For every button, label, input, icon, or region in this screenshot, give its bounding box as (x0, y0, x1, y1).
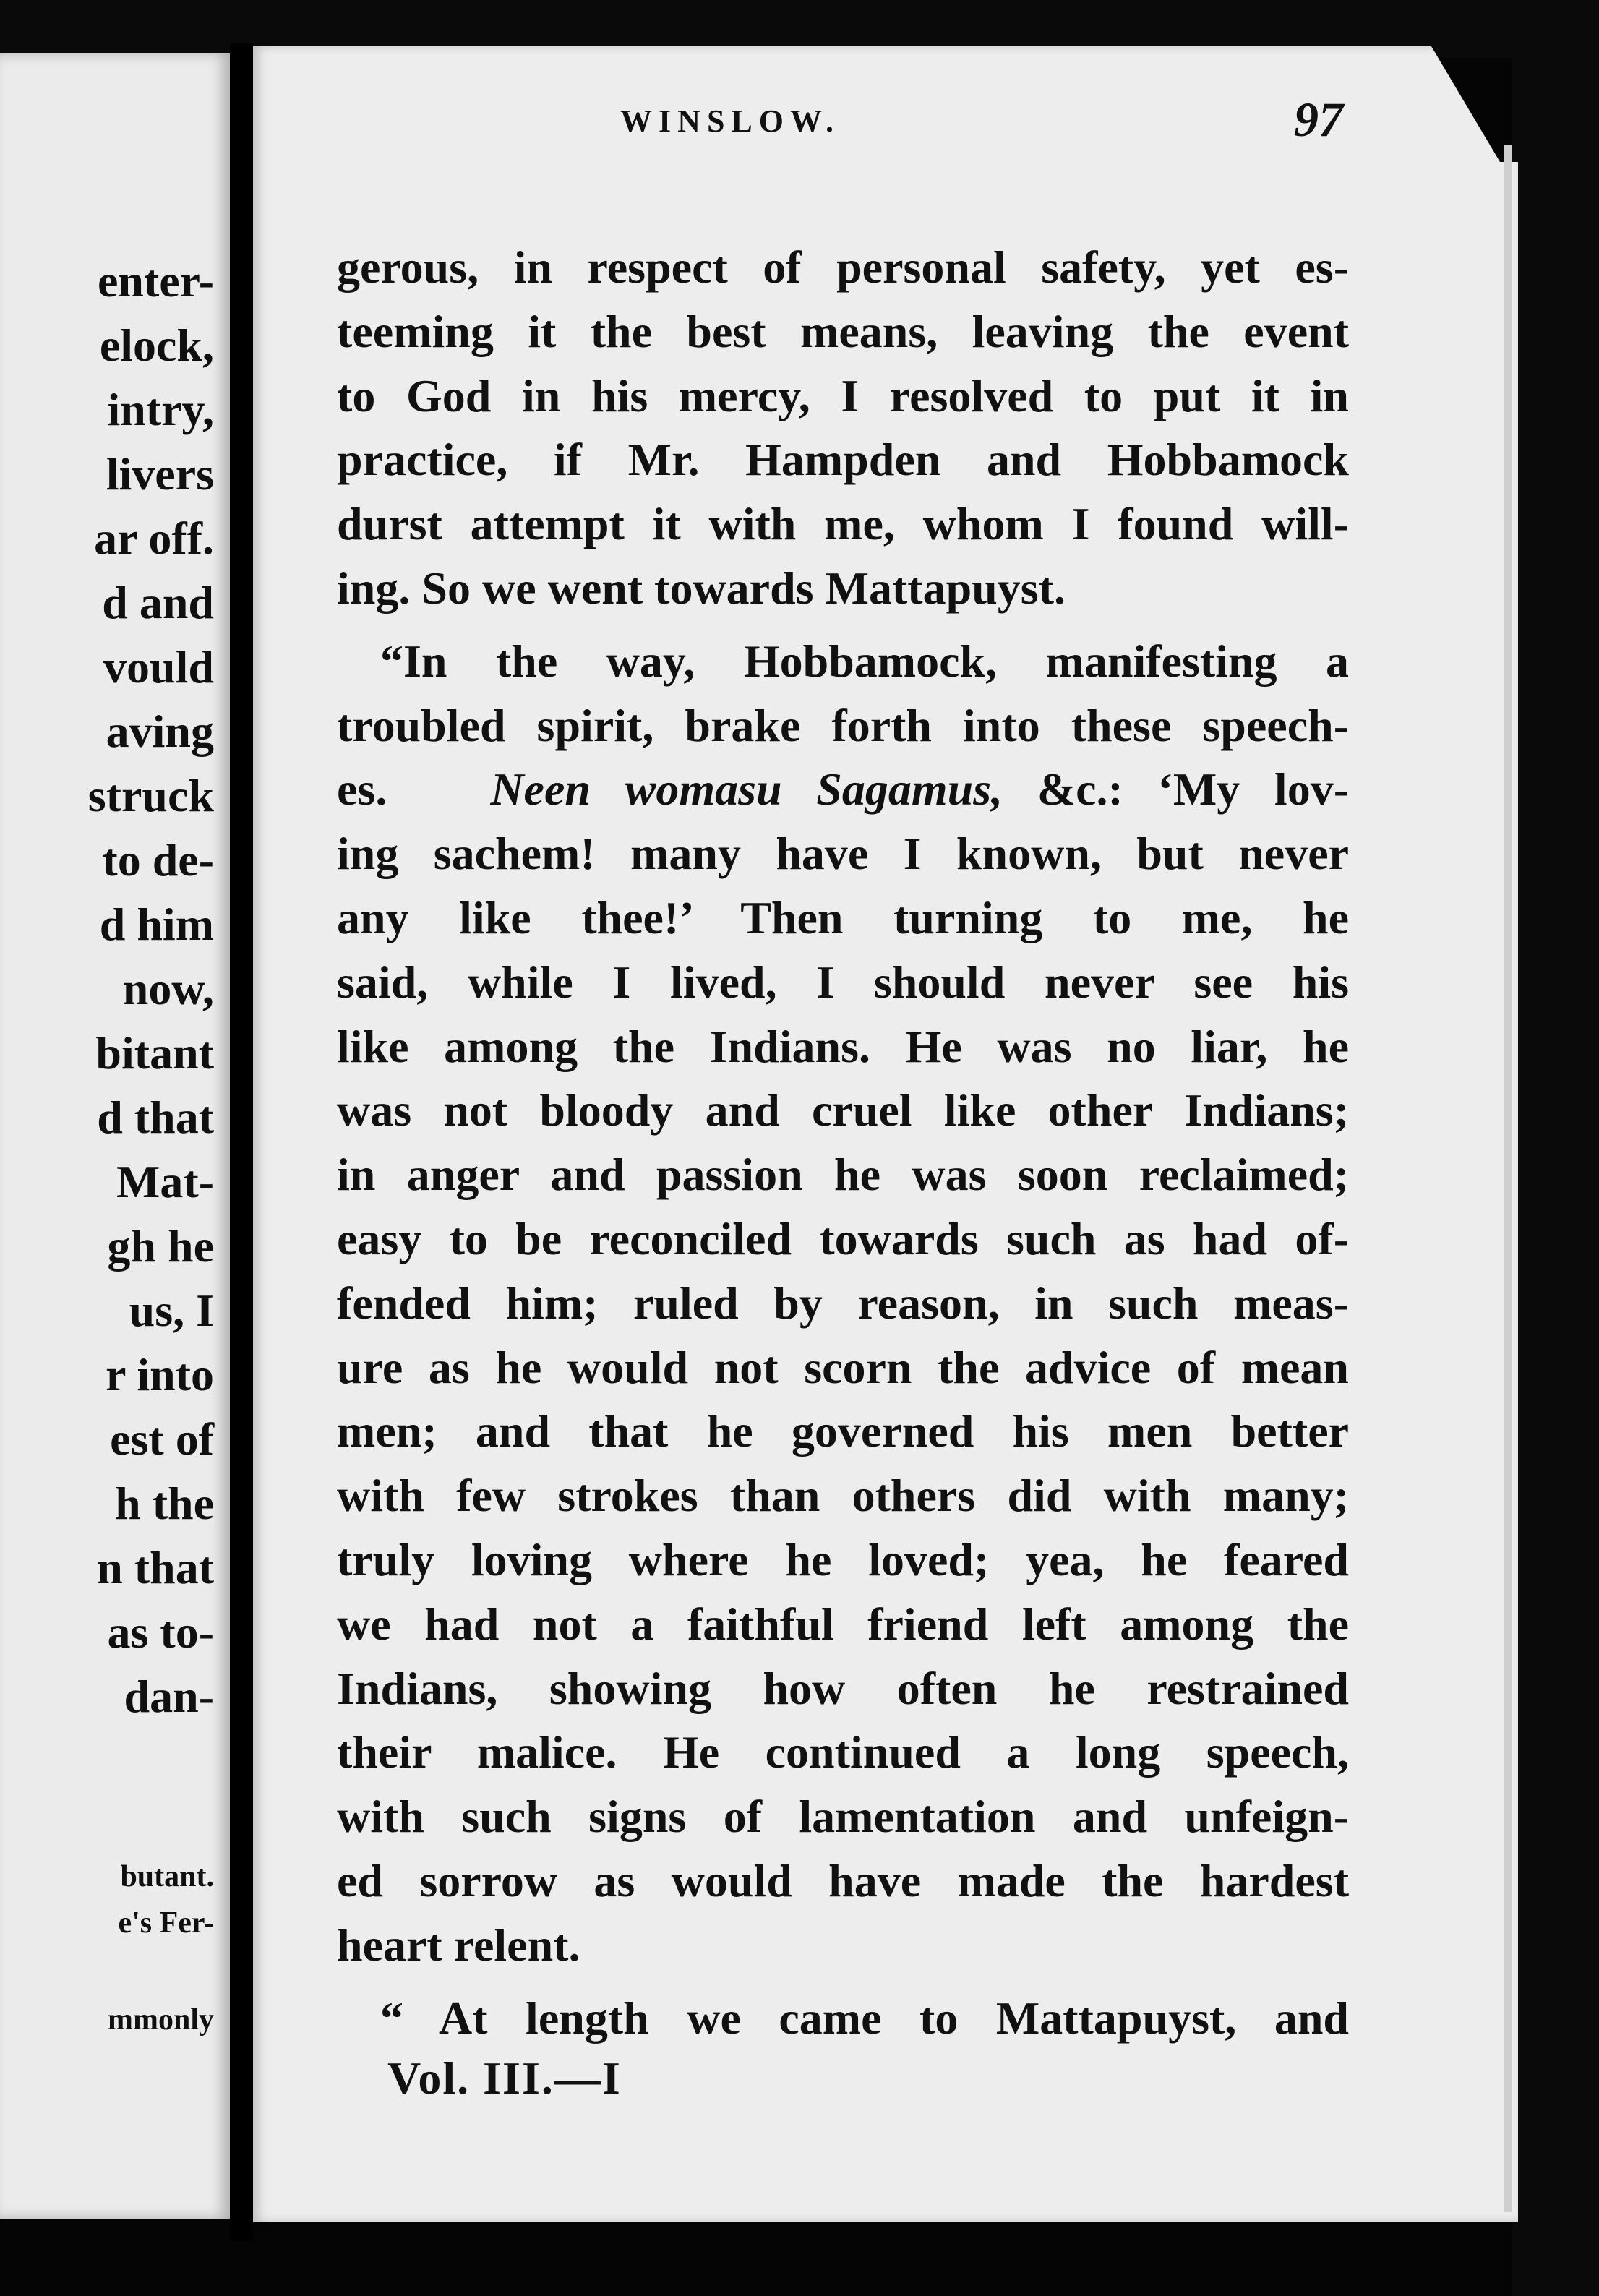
text-line: us, I (129, 1285, 214, 1336)
paragraph-1 (337, 236, 1349, 621)
footnote-line: e's Fer- (118, 1906, 214, 1940)
page-body (337, 236, 1349, 2050)
text-line: bitant (95, 1027, 214, 1079)
previous-page-text (88, 249, 214, 1729)
text-line: with such signs of lamentation and unfeign- (337, 1791, 1349, 1843)
text-line-with-quote (337, 758, 1349, 822)
text-line: h the (115, 1478, 214, 1529)
text-line: Mat- (116, 1156, 214, 1207)
text-line: struck (87, 770, 214, 821)
text-fragment: &c.: ‘My lov- (1037, 763, 1349, 815)
previous-page-fragment (0, 53, 230, 2219)
text-line: r into (106, 1349, 214, 1400)
text-line: ing sachem! many have I known, but never (337, 828, 1349, 880)
text-line: easy to be reconciled towards such as had of- (337, 1212, 1349, 1264)
text-line: est of (110, 1413, 214, 1465)
text-line: teeming it the best means, leaving the event (337, 305, 1349, 357)
text-line: like among the Indians. He was no liar, he (337, 1020, 1349, 1072)
text-line: men; and that he governed his men better (337, 1405, 1349, 1457)
text-line: their malice. He continued a long speech, (337, 1726, 1349, 1778)
text-line: gh he (107, 1220, 214, 1272)
text-line: d that (97, 1092, 214, 1143)
footnote-gap (108, 1946, 214, 1997)
text-line: durst attempt it with me, whom I found will- (337, 498, 1349, 550)
text-line: as to- (107, 1606, 214, 1658)
text-line: “In the way, Hobbamock, manifesting a (380, 635, 1349, 687)
text-line: to de- (102, 834, 214, 886)
text-line: practice, if Mr. Hampden and Hobbamock (337, 434, 1349, 486)
text-line: ed sorrow as would have made the hardest (337, 1854, 1349, 1906)
text-line: vould (103, 641, 214, 693)
text-line: dan- (124, 1671, 214, 1722)
text-line: truly loving where he loved; yea, he feared (337, 1533, 1349, 1585)
page-edge (1504, 145, 1512, 2212)
previous-page-footnotes (108, 1854, 214, 2043)
text-line: intry, (107, 384, 214, 435)
text-line: was not bloody and cruel like other Indians; (337, 1084, 1349, 1136)
paragraph-3 (337, 1987, 1349, 2051)
text-line: “ At length we came to Mattapuyst, and (380, 1992, 1349, 2044)
text-line: aving (106, 706, 214, 757)
text-line: ing. So we went towards Mattapuyst. (337, 562, 1066, 614)
footnote-line: mmonly (108, 2003, 214, 2036)
text-line: heart relent. (337, 1919, 580, 1971)
text-line: ar off. (94, 513, 214, 564)
running-head: WINSLOW. (620, 103, 840, 139)
text-line: fended him; ruled by reason, in such meas- (337, 1277, 1349, 1329)
text-line: gerous, in respect of personal safety, yet es- (337, 241, 1349, 293)
text-line: said, while I lived, I should never see his (337, 956, 1349, 1008)
text-line: ure as he would not scorn the advice of mean (337, 1341, 1349, 1393)
text-line: troubled spirit, brake forth into these speech- (337, 699, 1349, 751)
text-line: enter- (97, 255, 214, 307)
footnote-line: butant. (120, 1860, 214, 1893)
signature-mark: Vol. III.—I (387, 2052, 622, 2104)
text-line: livers (106, 448, 214, 500)
text-line: now, (122, 963, 214, 1014)
text-line: elock, (99, 320, 214, 371)
scanner-background-right (1512, 0, 1599, 2296)
text-line: in anger and passion he was soon reclaimed; (337, 1149, 1349, 1201)
native-quote: Neen womasu Sagamus, (490, 763, 1003, 815)
text-line: d and (102, 577, 214, 628)
text-line: d him (99, 899, 214, 950)
text-line: we had not a faithful friend left among the (337, 1598, 1349, 1650)
text-fragment: es. (337, 763, 387, 815)
paragraph-2 (337, 630, 1349, 1978)
text-line: with few strokes than others did with many; (337, 1470, 1349, 1522)
text-line: n that (97, 1542, 214, 1593)
text-line: to God in his mercy, I resolved to put it in (337, 369, 1349, 421)
text-line: any like thee!’ Then turning to me, he (337, 891, 1349, 943)
page-number: 97 (1294, 92, 1343, 147)
book-gutter (230, 43, 253, 2241)
text-line: Indians, showing how often he restrained (337, 1662, 1349, 1714)
